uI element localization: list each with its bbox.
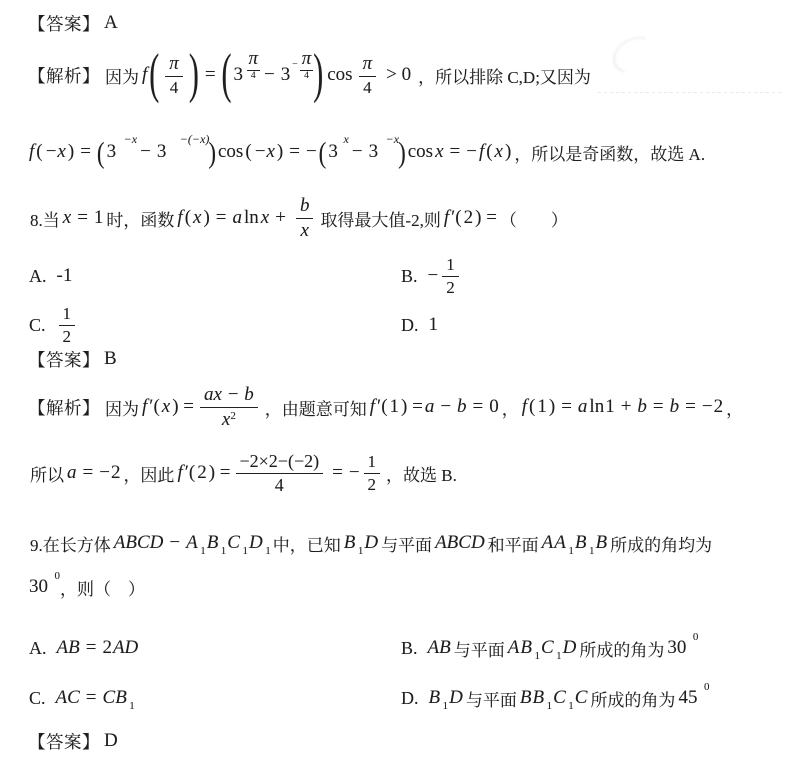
letter-with-subscript	[540, 637, 562, 662]
math-token: ln	[589, 396, 605, 417]
math-token: a	[424, 396, 435, 417]
subscript: 1	[568, 545, 574, 557]
math-token: +	[275, 207, 286, 228]
math-token: f	[443, 207, 450, 228]
q8-options-row-1	[0, 248, 785, 304]
power-3-pi-4	[233, 48, 260, 86]
math-token: 30	[29, 576, 48, 597]
text-run: ，故选 B.	[386, 465, 457, 485]
math-token: −	[305, 141, 317, 162]
fraction-denominator: 4	[169, 77, 179, 97]
letter-with-subscript	[531, 687, 553, 712]
math-token: 3	[106, 141, 117, 162]
math-token: 0	[489, 396, 499, 417]
math-token: f	[142, 396, 148, 417]
q9-option-c	[28, 682, 135, 714]
fraction-numerator: 1	[442, 255, 459, 277]
math-token: B	[343, 532, 356, 553]
math-token: B	[532, 687, 545, 708]
text-run: 所以	[30, 465, 64, 485]
subscript: 1	[220, 545, 227, 557]
fraction-numerator: b	[296, 195, 314, 219]
math-token: f	[177, 207, 183, 228]
q9-stem-line-2	[28, 572, 785, 602]
q9-option-b	[400, 631, 699, 664]
text-run: 取得最大值-2,则	[320, 210, 441, 230]
math-token: cos	[407, 141, 434, 162]
math-token: x	[260, 207, 270, 228]
analysis-label: 【解析】	[28, 65, 100, 86]
exponent: −(−x)	[179, 132, 210, 146]
q9-options-row-1	[0, 632, 785, 664]
math-token: x	[494, 141, 503, 162]
exponent: x	[343, 132, 349, 146]
math-token: 2	[102, 637, 112, 658]
math-token: b	[669, 396, 680, 417]
math-token: −	[140, 141, 151, 162]
q8-analysis-line	[28, 378, 785, 436]
math-token: AC	[55, 687, 80, 708]
subscript: 1	[568, 700, 574, 712]
subscript: 1	[242, 545, 248, 557]
subscript: 1	[265, 545, 271, 557]
math-token: +	[620, 396, 632, 417]
math-token: )	[504, 141, 512, 162]
math-token: B	[574, 532, 587, 553]
math-token: 2	[197, 462, 207, 483]
text-run: 所成的角为	[579, 640, 665, 660]
fraction-denominator: x	[300, 219, 309, 241]
fraction-ax-minus-b-over-x2	[199, 384, 259, 431]
math-token: ) =	[172, 396, 194, 417]
answer-label: 【答案】	[28, 13, 100, 34]
fraction-denominator: 4	[363, 77, 372, 97]
fraction-1-over-2	[59, 304, 76, 346]
math-token: B	[519, 687, 532, 708]
fraction-numerator: 1	[59, 304, 76, 326]
subscript: 1	[546, 700, 553, 712]
option-label: D.	[401, 314, 419, 335]
math-token: 3	[156, 141, 167, 162]
math-token: ln	[244, 207, 259, 228]
math-token: 3	[280, 64, 291, 85]
math-token: ABCD	[435, 532, 485, 553]
fraction-numerator: π	[248, 48, 259, 69]
fraction-pi-over-4	[164, 53, 184, 97]
letter-with-subscript	[552, 687, 574, 712]
math-token: C	[227, 532, 240, 553]
math-token: (	[245, 141, 252, 162]
math-token: −	[99, 462, 110, 483]
math-token: C	[540, 637, 554, 658]
subscript: 1	[556, 650, 562, 662]
math-token: B	[595, 532, 608, 553]
fraction-numerator: ax − b	[200, 384, 258, 408]
fraction-denominator: 2	[446, 277, 455, 297]
q8-stem-line	[28, 192, 785, 244]
degree-30	[666, 631, 699, 659]
math-token: =	[82, 462, 94, 483]
fraction-numerator: π	[359, 53, 377, 77]
math-token: f	[142, 64, 148, 85]
math-token: a	[577, 396, 588, 417]
math-token: B	[428, 687, 441, 708]
math-token: 2	[110, 462, 121, 483]
superscript: 0	[692, 631, 699, 643]
question-number: 8.当	[30, 210, 60, 230]
letter-with-subscript	[185, 532, 206, 557]
math-token: =	[77, 207, 88, 228]
q7-oddfunction-line	[28, 134, 785, 170]
math-token: ABCD	[113, 532, 164, 553]
text-run: 与平面	[381, 535, 433, 555]
math-token: −	[351, 141, 363, 162]
math-token: )	[276, 141, 284, 162]
math-token: −	[440, 396, 452, 417]
math-token: =	[472, 396, 484, 417]
text-run: 中，已知	[272, 535, 341, 555]
math-token: > 0	[386, 64, 412, 85]
fraction-denominator: 4	[304, 70, 309, 81]
text-run: ，	[726, 399, 744, 419]
math-token: −	[169, 532, 181, 553]
analysis-label: 【解析】	[28, 397, 100, 418]
math-token: ′(	[377, 396, 388, 417]
q8-option-a	[28, 248, 73, 304]
big-paren: )	[208, 135, 216, 169]
q8-option-d	[400, 300, 439, 350]
math-token: 3	[328, 141, 338, 162]
superscript: 0	[703, 681, 710, 693]
math-token: B	[206, 532, 219, 553]
fraction-denominator: 4	[274, 474, 284, 495]
math-token: ′(	[149, 396, 160, 417]
fraction	[246, 48, 262, 82]
math-token: D	[248, 532, 263, 553]
power-3-neg-pi-4	[280, 48, 313, 86]
power-3-negx	[106, 132, 138, 163]
superscript: 0	[54, 570, 60, 582]
math-token: =	[652, 396, 664, 417]
math-token: D	[449, 687, 463, 708]
fraction-b-over-x	[295, 195, 315, 242]
math-token: f	[478, 141, 485, 162]
math-token: =	[332, 462, 343, 483]
math-token: −x	[44, 141, 66, 162]
text-run: ，由题意可知	[264, 399, 367, 419]
text-run: 和平面	[487, 535, 539, 555]
letter-with-subscript	[428, 687, 449, 712]
fraction-numerator: −2×2−(−2)	[236, 451, 324, 474]
math-token: 1	[537, 396, 547, 417]
text-run: ，因此	[123, 465, 175, 485]
letter-with-subscript	[102, 687, 135, 712]
degree-45	[677, 681, 710, 709]
letter-with-subscript	[206, 532, 227, 557]
exponent: −x	[385, 132, 400, 146]
math-token: −	[427, 265, 439, 286]
math-token: D	[562, 637, 577, 658]
power-3-negnegx	[156, 132, 210, 163]
math-token: ) =	[475, 207, 497, 228]
math-token: b	[637, 396, 647, 417]
q9-answer-value: D	[104, 730, 118, 751]
subscript: 1	[442, 700, 449, 712]
q9-options-row-2	[0, 682, 785, 714]
math-token: x	[435, 141, 444, 162]
q9-option-d	[400, 681, 710, 714]
math-token: f	[521, 396, 528, 417]
math-token: =	[449, 141, 461, 162]
subscript: 1	[357, 545, 364, 557]
math-token: −	[701, 396, 713, 417]
q9-stem-line	[28, 528, 785, 558]
math-token: f	[29, 141, 35, 162]
fraction-big	[236, 451, 324, 495]
answer-blank: （ ）	[499, 210, 568, 230]
superscript: 2	[230, 409, 236, 422]
letter-with-subscript	[574, 532, 595, 557]
math-token: 2	[463, 207, 474, 228]
math-token: x	[221, 408, 231, 430]
q8-answer-line	[28, 346, 785, 372]
math-token: A	[541, 532, 554, 553]
math-token: CB	[102, 687, 127, 708]
math-token: AB	[427, 637, 451, 658]
math-token: a	[232, 207, 242, 228]
math-token: −	[292, 59, 298, 71]
big-paren: )	[188, 43, 199, 105]
fraction-denominator	[222, 408, 236, 431]
math-token: C	[553, 687, 566, 708]
fraction	[299, 48, 315, 82]
big-paren: (	[221, 43, 232, 105]
math-token: =	[561, 396, 572, 417]
math-token: x	[62, 207, 72, 228]
q9-option-a	[28, 632, 139, 664]
power-3-x	[327, 132, 349, 163]
math-token: 3	[368, 141, 379, 162]
power-3-negx	[368, 132, 400, 163]
exponent: −x	[123, 132, 138, 146]
q7-analysis-line	[28, 44, 785, 106]
math-token: (	[36, 141, 43, 162]
letter-with-subscript	[248, 532, 271, 557]
math-token: a	[67, 462, 77, 483]
option-label: B.	[401, 265, 418, 286]
math-token: AD	[112, 637, 139, 658]
math-token: (	[486, 141, 493, 162]
q7-answer-value: A	[104, 12, 118, 33]
text-run: 时，函数	[106, 210, 175, 230]
text-run: ，所以是奇函数，故选 A.	[514, 144, 706, 164]
math-token: 2	[713, 396, 724, 417]
math-token: ′(	[451, 207, 462, 228]
math-token: 1	[93, 207, 104, 228]
letter-with-subscript	[553, 532, 574, 557]
text-run: 与平面	[465, 690, 517, 710]
fraction-denominator: 2	[62, 326, 72, 346]
answer-label: 【答案】	[28, 349, 100, 370]
text-run: 所成的角为	[590, 690, 676, 710]
math-token: −	[466, 141, 477, 162]
math-token: 1	[389, 396, 400, 417]
fraction-denominator: 2	[367, 474, 377, 494]
math-token: =	[215, 207, 227, 228]
math-token: =	[80, 141, 91, 162]
math-token: )	[548, 396, 556, 417]
math-token: =	[289, 141, 300, 162]
text-run: ，	[501, 399, 519, 419]
math-token: cos	[217, 141, 244, 162]
math-token: b	[457, 396, 467, 417]
big-paren: )	[313, 43, 324, 105]
math-token: −	[264, 64, 275, 85]
big-paren: (	[96, 135, 105, 169]
answer-label: 【答案】	[28, 731, 100, 752]
fraction-pi-over-4	[358, 53, 378, 97]
subscript: 1	[534, 650, 540, 662]
math-token: =	[204, 64, 216, 85]
math-token: 1	[605, 396, 615, 417]
math-token: ) =	[401, 396, 423, 417]
fraction-numerator: 1	[364, 452, 381, 474]
option-label: A.	[29, 637, 47, 658]
option-label: C.	[29, 314, 46, 335]
math-token: ′(	[184, 462, 196, 483]
math-token: 30	[667, 637, 687, 658]
option-label: C.	[29, 687, 46, 708]
math-token: f	[369, 396, 376, 417]
math-token: )	[203, 207, 210, 228]
text-run: ，所以排除 C,D;又因为	[418, 67, 591, 87]
fraction-1-over-2	[364, 452, 381, 494]
fraction-1-over-2	[442, 255, 459, 297]
text-run: 与平面	[453, 640, 505, 660]
math-token: 3	[233, 64, 244, 85]
question-number: 9.在长方体	[30, 535, 111, 555]
math-token: D	[364, 532, 379, 553]
letter-with-subscript	[343, 532, 364, 557]
fraction-numerator: π	[165, 53, 183, 77]
math-token: ) =	[208, 462, 231, 483]
q8-options-row-2	[0, 300, 785, 350]
big-paren: )	[398, 135, 406, 169]
math-token: 45	[678, 687, 698, 708]
big-paren: (	[149, 43, 160, 105]
subscript: 1	[200, 545, 206, 557]
option-label: D.	[401, 687, 419, 708]
letter-with-subscript	[519, 637, 540, 662]
math-token: A	[507, 637, 520, 658]
option-value: 1	[428, 314, 438, 335]
q7-answer-line	[28, 10, 785, 36]
math-token: −x	[253, 141, 275, 162]
subscript: 1	[129, 700, 135, 712]
q8-option-c	[28, 300, 79, 350]
math-token: =	[85, 637, 97, 658]
option-label: B.	[401, 637, 418, 658]
degree-30	[28, 570, 60, 598]
text-run: 因为	[105, 67, 139, 87]
math-token: A	[554, 532, 566, 553]
exponent-fraction	[292, 48, 314, 82]
q9-answer-line	[28, 728, 785, 754]
math-token: AB	[56, 637, 80, 658]
math-token: =	[85, 687, 97, 708]
text-run: 所成的角均为	[610, 535, 713, 555]
math-token: −	[348, 462, 360, 483]
math-token: x	[193, 207, 202, 228]
math-token: A	[186, 532, 198, 553]
q8-conclusion-line	[28, 440, 785, 506]
q8-answer-value: B	[104, 348, 117, 369]
math-token: (	[184, 207, 192, 228]
exponent-fraction	[246, 48, 262, 82]
math-token: cos	[327, 64, 353, 85]
math-token: x	[161, 396, 171, 417]
q8-option-b	[400, 248, 463, 304]
math-token: (	[529, 396, 536, 417]
letter-with-subscript	[226, 532, 248, 557]
option-label: A.	[29, 265, 47, 286]
big-paren: (	[318, 135, 327, 169]
math-token: B	[520, 637, 532, 658]
fraction-denominator: 4	[250, 70, 256, 81]
text-run: 因为	[105, 399, 139, 419]
text-run: ，则（ ）	[60, 579, 145, 599]
math-token: C	[574, 687, 588, 708]
math-token: =	[685, 396, 696, 417]
math-token: )	[67, 141, 75, 162]
option-value: -1	[56, 265, 73, 286]
subscript: 1	[589, 545, 595, 557]
math-token: f	[177, 462, 183, 483]
fraction-numerator: π	[301, 48, 312, 69]
